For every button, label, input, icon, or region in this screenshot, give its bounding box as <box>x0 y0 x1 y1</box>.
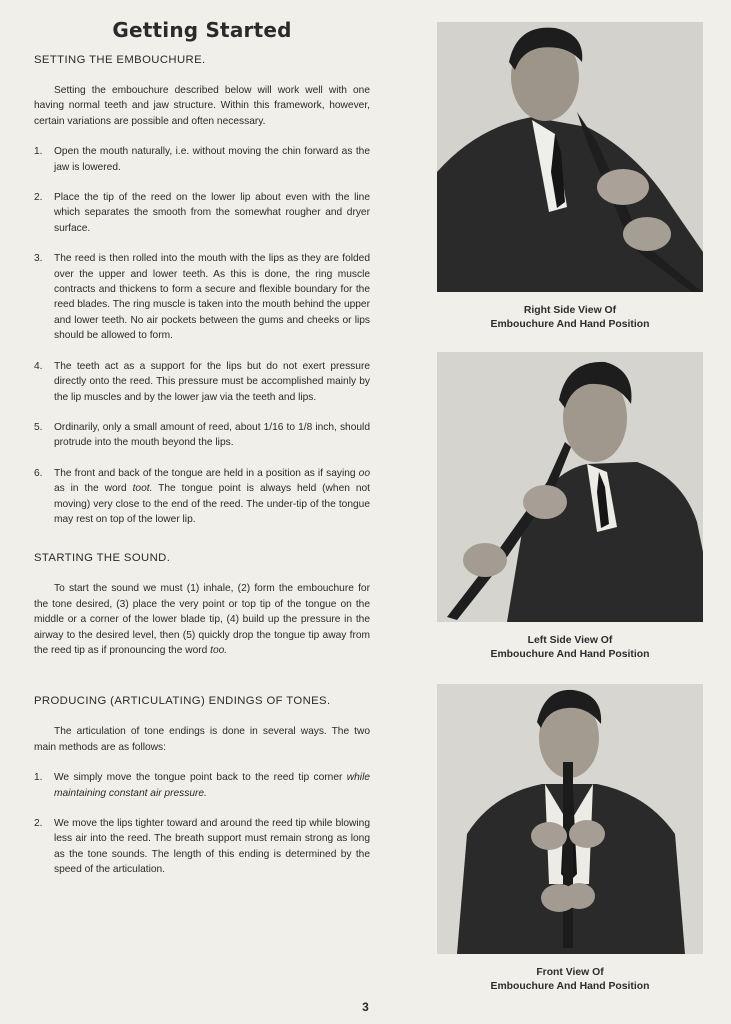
section-heading-embouchure: SETTING THE EMBOUCHURE. <box>34 54 206 66</box>
photo-block-right-side <box>437 22 703 332</box>
endings-intro: The articulation of tone endings is done in several ways. The two main methods are as follows: <box>34 726 370 753</box>
list-item: 2. We move the lips tighter toward and around the reed tip while blowing less air into the reed. The breath support must remain strong as long as the tone sounds. The length of this ending is determined by the speed of the articulation. <box>34 818 370 876</box>
clarinetist-right-side-image <box>437 22 703 292</box>
section-heading-starting: STARTING THE SOUND. <box>34 552 171 565</box>
list-item: 5. Ordinarily, only a small amount of reed, about 1/16 to 1/8 inch, should protrude into the mouth beyond the lips. <box>34 421 370 449</box>
photo-front-view <box>437 684 703 954</box>
clarinetist-left-side-image <box>437 352 703 622</box>
photo-block-left-side <box>437 352 703 662</box>
list-item: 4. The teeth act as a support for the lips but do not exert pressure directly onto the reed. This pressure must be accomplished mainly by the lip muscles and by the lower jaw via the teeth and lips. <box>34 360 370 403</box>
photo-right-side-view <box>437 22 703 292</box>
caption-right-side: Right Side View Of Embouchure And Hand Position <box>490 305 650 330</box>
photo-left-side-view <box>437 352 703 622</box>
list-item: 6. The front and back of the tongue are held in a position as if saying oo as in the word toot. The tongue point is always held (when not moving) very close to the end of the reed. The under-tip of the tongue may rest on top of the lower lip. <box>34 467 370 525</box>
photo-block-front <box>437 684 703 994</box>
caption-front: Front View Of Embouchure And Hand Position <box>490 967 650 992</box>
endings-steps <box>34 770 370 877</box>
list-item: 1. We simply move the tongue point back to the reed tip corner while maintaining constant air pressure. <box>34 772 370 799</box>
list-item: 1. Open the mouth naturally, i.e. without moving the chin forward as the jaw is lowered. <box>34 146 370 173</box>
caption-left-side: Left Side View Of Embouchure And Hand Position <box>490 635 650 660</box>
clarinetist-front-image <box>437 684 703 954</box>
list-item: 3. The reed is then rolled into the mouth with the lips as they are folded over the upper and lower teeth. As this is done, the ring muscle contracts and thickens to form a secure and flexible boundary for the reed blades. The ring muscle is taken into the mouth behind the upper and lower teeth. No air pockets between the gums and cheeks or lips should be allowed to form. <box>34 253 370 342</box>
list-item: 2. Place the tip of the reed on the lower lip about even with the line which separates the smooth from the somewhat rougher and dryer surface. <box>34 192 370 234</box>
starting-text: To start the sound we must (1) inhale, (2) form the embouchure for the tone desired, (3) place the very point or top tip of the tongue on the middle or a corner of the lower blade tip, (4) build up the pressure in the airway to the desired level, then (5) quickly drop the tongue tip away from the reed tip as if pronouncing the word too. <box>34 583 370 656</box>
embouchure-intro: Setting the embouchure described below will work well with one having normal teeth and jaw structure. Within this framework, however, certain variations are possible and often necessary. <box>34 85 370 127</box>
section-heading-endings: PRODUCING (ARTICULATING) ENDINGS OF TONES. <box>34 695 331 708</box>
page-title: Getting Started <box>112 18 292 42</box>
embouchure-steps <box>34 144 370 527</box>
text-column <box>34 18 370 893</box>
page-number: 3 <box>362 1000 369 1014</box>
